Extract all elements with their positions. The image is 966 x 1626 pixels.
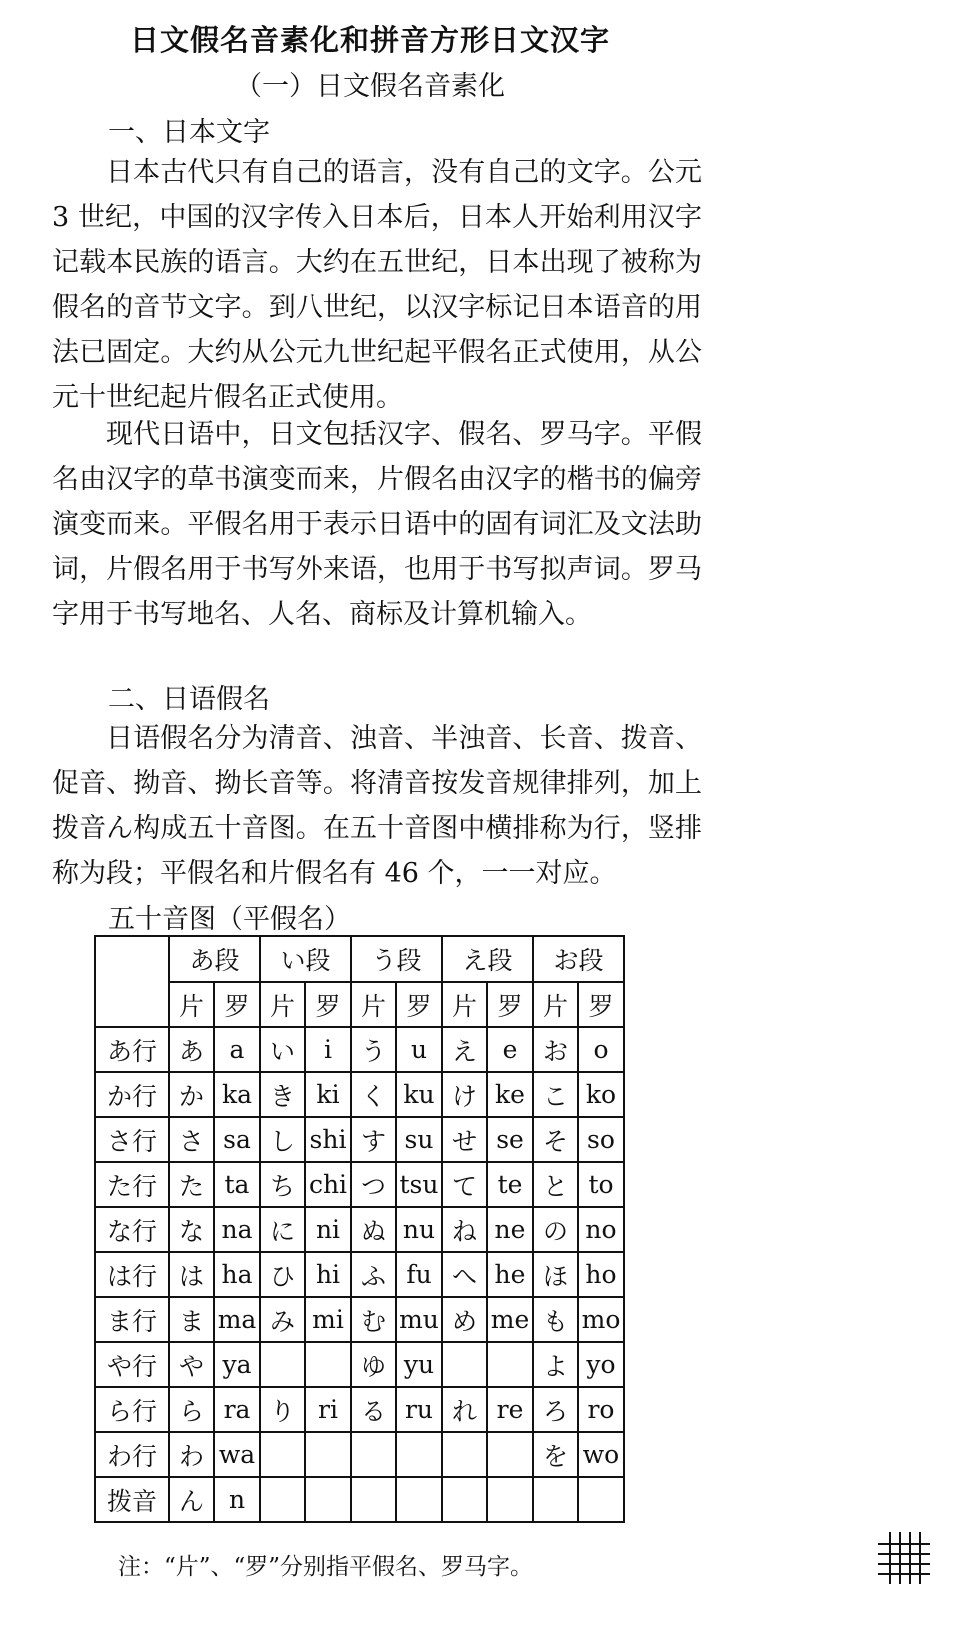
row-label: さ行	[95, 1117, 169, 1162]
kana-cell: む	[351, 1297, 396, 1342]
kana-cell: に	[260, 1207, 305, 1252]
dan-header-row	[95, 936, 624, 982]
romaji-cell: ma	[214, 1297, 260, 1342]
kana-cell: し	[260, 1117, 305, 1162]
romaji-cell: hi	[305, 1252, 351, 1297]
romaji-cell: mo	[578, 1297, 624, 1342]
row-label: や行	[95, 1342, 169, 1387]
kana-cell: も	[533, 1297, 578, 1342]
romaji-cell: wo	[578, 1432, 624, 1477]
kana-cell: や	[169, 1342, 214, 1387]
romaji-cell: ro	[578, 1387, 624, 1432]
romaji-cell: ho	[578, 1252, 624, 1297]
kana-cell: ひ	[260, 1252, 305, 1297]
romaji-cell	[487, 1477, 533, 1522]
romaji-cell	[487, 1432, 533, 1477]
romaji-cell: o	[578, 1027, 624, 1072]
kana-cell	[260, 1342, 305, 1387]
dan-header: い段	[260, 936, 351, 982]
kana-cell: そ	[533, 1117, 578, 1162]
romaji-cell: shi	[305, 1117, 351, 1162]
romaji-cell: e	[487, 1027, 533, 1072]
romaji-cell: ni	[305, 1207, 351, 1252]
kana-subheader: 片	[442, 982, 487, 1027]
page-subtitle: （一）日文假名音素化	[235, 71, 505, 102]
kana-cell: え	[442, 1027, 487, 1072]
kana-cell: ぬ	[351, 1207, 396, 1252]
kana-cell: れ	[442, 1387, 487, 1432]
section1-paragraph-1: 日本古代只有自己的语言，没有自己的文字。公元 3 世纪，中国的汉字传入日本后，日本人开始利用汉字记载本民族的语言。大约在五世纪，日本出现了被称为假名的音节文字。到八世纪，以汉字标记日本语音的用法已固定。大约从公元九世纪起平假名正式使用，从公元十世纪起片假名正式使用。	[52, 157, 702, 413]
romaji-cell: mu	[396, 1297, 442, 1342]
kana-subheader: 片	[169, 982, 214, 1027]
romaji-cell: ko	[578, 1072, 624, 1117]
kana-cell	[260, 1477, 305, 1522]
romaji-cell: so	[578, 1117, 624, 1162]
romaji-cell: se	[487, 1117, 533, 1162]
romaji-cell: a	[214, 1027, 260, 1072]
kana-cell: く	[351, 1072, 396, 1117]
romaji-cell: te	[487, 1162, 533, 1207]
grid-icon	[876, 1530, 932, 1586]
row-label: か行	[95, 1072, 169, 1117]
romaji-cell	[305, 1477, 351, 1522]
kana-cell: す	[351, 1117, 396, 1162]
romaji-subheader: 罗	[396, 982, 442, 1027]
dan-header: う段	[351, 936, 442, 982]
kana-cell: ら	[169, 1387, 214, 1432]
kana-cell: ふ	[351, 1252, 396, 1297]
kana-cell: い	[260, 1027, 305, 1072]
kana-subheader: 片	[351, 982, 396, 1027]
section2-heading: 二、日语假名	[108, 684, 270, 715]
kana-cell: こ	[533, 1072, 578, 1117]
kana-cell: ん	[169, 1477, 214, 1522]
kana-cell: ね	[442, 1207, 487, 1252]
romaji-subheader: 罗	[578, 982, 624, 1027]
table-row	[95, 1252, 624, 1297]
romaji-cell: u	[396, 1027, 442, 1072]
table-row	[95, 1342, 624, 1387]
kana-cell: け	[442, 1072, 487, 1117]
row-label: ま行	[95, 1297, 169, 1342]
kana-cell: て	[442, 1162, 487, 1207]
romaji-cell: i	[305, 1027, 351, 1072]
corner-cell	[95, 936, 169, 1027]
romaji-cell	[305, 1432, 351, 1477]
romaji-cell: ka	[214, 1072, 260, 1117]
kana-cell: ゆ	[351, 1342, 396, 1387]
romaji-cell	[305, 1342, 351, 1387]
kana-cell	[533, 1477, 578, 1522]
romaji-cell: ra	[214, 1387, 260, 1432]
kana-cell: ろ	[533, 1387, 578, 1432]
kana-cell	[351, 1432, 396, 1477]
romaji-cell: ke	[487, 1072, 533, 1117]
kana-cell: る	[351, 1387, 396, 1432]
section2-paragraph-1: 日语假名分为清音、浊音、半浊音、长音、拨音、促音、拗音、拗长音等。将清音按发音规律排列，加上拨音ん构成五十音图。在五十音图中横排称为行，竖排称为段；平假名和片假名有 46 个，一一对应。	[52, 723, 702, 889]
table-row	[95, 1432, 624, 1477]
romaji-cell: ne	[487, 1207, 533, 1252]
row-label: な行	[95, 1207, 169, 1252]
kana-cell: め	[442, 1297, 487, 1342]
kana-cell: わ	[169, 1432, 214, 1477]
kana-cell: せ	[442, 1117, 487, 1162]
romaji-cell: fu	[396, 1252, 442, 1297]
romaji-cell: ru	[396, 1387, 442, 1432]
romaji-cell	[396, 1432, 442, 1477]
romaji-cell: wa	[214, 1432, 260, 1477]
kana-cell: へ	[442, 1252, 487, 1297]
kana-cell: は	[169, 1252, 214, 1297]
table-row	[95, 1027, 624, 1072]
kana-subheader: 片	[533, 982, 578, 1027]
romaji-cell: mi	[305, 1297, 351, 1342]
kana-cell: ほ	[533, 1252, 578, 1297]
romaji-cell: ki	[305, 1072, 351, 1117]
kana-cell	[260, 1432, 305, 1477]
kana-cell: を	[533, 1432, 578, 1477]
table-row	[95, 1477, 624, 1522]
kana-cell: き	[260, 1072, 305, 1117]
row-label: は行	[95, 1252, 169, 1297]
dan-header: え段	[442, 936, 533, 982]
kana-cell: と	[533, 1162, 578, 1207]
table-row	[95, 1162, 624, 1207]
kana-cell: た	[169, 1162, 214, 1207]
romaji-cell	[487, 1342, 533, 1387]
kana-cell: み	[260, 1297, 305, 1342]
romaji-cell: me	[487, 1297, 533, 1342]
romaji-cell: ku	[396, 1072, 442, 1117]
romaji-cell: he	[487, 1252, 533, 1297]
romaji-cell: tsu	[396, 1162, 442, 1207]
romaji-cell: yu	[396, 1342, 442, 1387]
row-label: あ行	[95, 1027, 169, 1072]
romaji-cell: n	[214, 1477, 260, 1522]
romaji-cell: ri	[305, 1387, 351, 1432]
dan-header: お段	[533, 936, 624, 982]
kana-cell: あ	[169, 1027, 214, 1072]
row-label: ら行	[95, 1387, 169, 1432]
romaji-cell: no	[578, 1207, 624, 1252]
table-note: 注：“片”、“罗”分别指平假名、罗马字。	[118, 1554, 534, 1580]
table-row	[95, 1207, 624, 1252]
romaji-cell: ha	[214, 1252, 260, 1297]
kana-subheader: 片	[260, 982, 305, 1027]
row-label: 拨音	[95, 1477, 169, 1522]
kana-cell	[442, 1477, 487, 1522]
kana-cell: の	[533, 1207, 578, 1252]
kana-cell: よ	[533, 1342, 578, 1387]
chart-caption: 五十音图（平假名）	[108, 904, 351, 935]
romaji-cell: su	[396, 1117, 442, 1162]
romaji-cell: chi	[305, 1162, 351, 1207]
romaji-cell: yo	[578, 1342, 624, 1387]
kana-cell: な	[169, 1207, 214, 1252]
kana-cell: ち	[260, 1162, 305, 1207]
table-row	[95, 1117, 624, 1162]
kana-cell: さ	[169, 1117, 214, 1162]
sub-header-row	[95, 982, 624, 1027]
kana-cell	[351, 1477, 396, 1522]
romaji-cell: to	[578, 1162, 624, 1207]
romaji-cell: ta	[214, 1162, 260, 1207]
romaji-cell: re	[487, 1387, 533, 1432]
kana-cell	[442, 1432, 487, 1477]
section1-paragraph-2: 现代日语中，日文包括汉字、假名、罗马字。平假名由汉字的草书演变而来，片假名由汉字的楷书的偏旁演变而来。平假名用于表示日语中的固有词汇及文法助词，片假名用于书写外来语，也用于书写拟声词。罗马字用于书写地名、人名、商标及计算机输入。	[52, 419, 702, 630]
romaji-cell: nu	[396, 1207, 442, 1252]
dan-header: あ段	[169, 936, 260, 982]
romaji-cell: na	[214, 1207, 260, 1252]
row-label: た行	[95, 1162, 169, 1207]
kana-cell: う	[351, 1027, 396, 1072]
romaji-cell	[396, 1477, 442, 1522]
section1-heading: 一、日本文字	[108, 117, 270, 148]
table-row	[95, 1387, 624, 1432]
kana-cell	[442, 1342, 487, 1387]
romaji-subheader: 罗	[487, 982, 533, 1027]
romaji-subheader: 罗	[305, 982, 351, 1027]
row-label: わ行	[95, 1432, 169, 1477]
kana-cell: か	[169, 1072, 214, 1117]
kana-cell: お	[533, 1027, 578, 1072]
kana-cell: つ	[351, 1162, 396, 1207]
page-title: 日文假名音素化和拼音方形日文汉字	[129, 23, 610, 57]
romaji-cell: sa	[214, 1117, 260, 1162]
romaji-subheader: 罗	[214, 982, 260, 1027]
table-row	[95, 1297, 624, 1342]
gojuon-table	[94, 935, 625, 1523]
kana-cell: ま	[169, 1297, 214, 1342]
romaji-cell	[578, 1477, 624, 1522]
table-row	[95, 1072, 624, 1117]
kana-cell: り	[260, 1387, 305, 1432]
romaji-cell: ya	[214, 1342, 260, 1387]
